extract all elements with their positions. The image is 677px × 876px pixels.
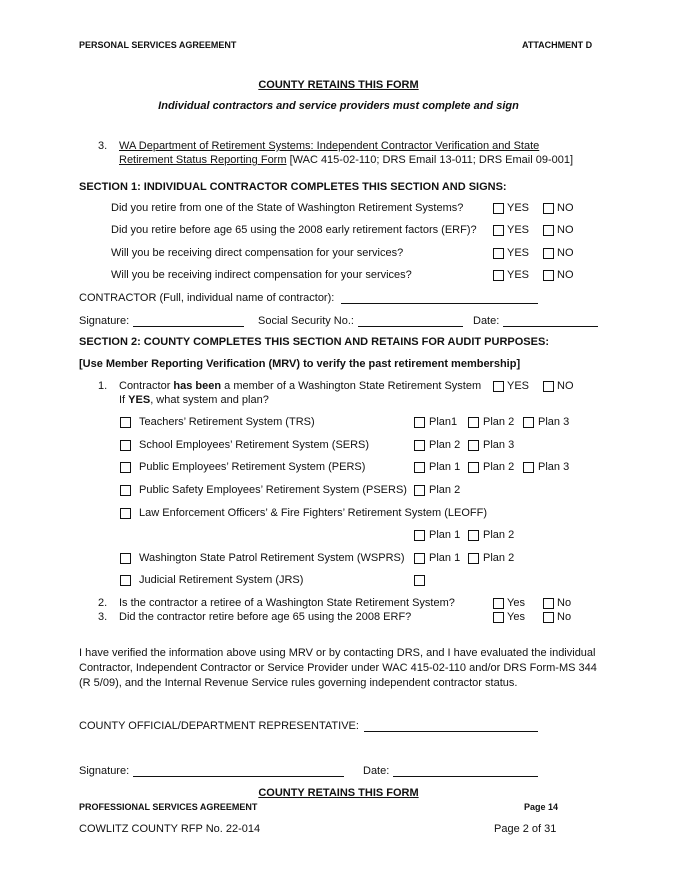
- drs-form-link-line2[interactable]: Retirement Status Reporting Form: [119, 154, 287, 166]
- official-date-field[interactable]: [393, 776, 538, 777]
- official-signature-field[interactable]: [133, 776, 344, 777]
- s1-q3-yes-checkbox[interactable]: [493, 248, 504, 259]
- jrs-plan-checkbox[interactable]: [414, 575, 425, 586]
- trs-plan2-label: Plan 2: [483, 416, 515, 428]
- footer-retain: COUNTY RETAINS THIS FORM: [258, 787, 419, 799]
- s1-q2-text: Did you retire before age 65 using the 2008 early retirement factors (ERF)?: [111, 224, 477, 236]
- psers-plan2-label: Plan 2: [429, 484, 461, 496]
- official-date-label: Date:: [363, 765, 390, 777]
- pers-plan1-checkbox[interactable]: [414, 462, 425, 473]
- item3-ref: [WAC 415-02-110; DRS Email 13-011; DRS Email 09-001]: [286, 154, 574, 166]
- s2-q2-no-label: No: [557, 597, 572, 609]
- jrs-checkbox[interactable]: [120, 575, 131, 586]
- s2-q1-text: Contractor has been a member of a Washington State Retirement System: [119, 380, 482, 392]
- s1-q3-no-label: NO: [557, 247, 574, 259]
- s1-q4-yes-checkbox[interactable]: [493, 270, 504, 281]
- form-subtitle: Individual contractors and service providers must complete and sign: [158, 100, 519, 112]
- verification-statement: I have verified the information above using MRV or by contacting DRS, and I have evaluated the individual Contractor, Independent Contractor or Service Provider under WAC 415-02-110 and/or DRS Form-MS 344 (R 5/09), and the Internal Revenue Service rules governing independent contractor status.: [79, 647, 597, 689]
- s1-q1-no-label: NO: [557, 202, 574, 214]
- leoff-plan2-checkbox[interactable]: [468, 530, 479, 541]
- mrv-note: [Use Member Reporting Verification (MRV) to verify the past retirement membership]: [79, 358, 521, 370]
- footer-page: Page 14: [524, 802, 559, 812]
- s1-q2-no-checkbox[interactable]: [543, 225, 554, 236]
- item3-line2: [119, 154, 573, 166]
- header-left: PERSONAL SERVICES AGREEMENT: [79, 40, 237, 50]
- s2-q3-no-label: No: [557, 611, 572, 623]
- s2-q3-number: 3.: [98, 611, 108, 623]
- wsprs-plan1-checkbox[interactable]: [414, 553, 425, 564]
- contractor-signature-label: Signature:: [79, 315, 130, 327]
- wsprs-plan2-label: Plan 2: [483, 552, 515, 564]
- leoff-plan1-label: Plan 1: [429, 529, 461, 541]
- s1-q4-no-checkbox[interactable]: [543, 270, 554, 281]
- official-name-field[interactable]: [364, 731, 538, 732]
- trs-plan3-label: Plan 3: [538, 416, 570, 428]
- s2-q1-followup: If YES, what system and plan?: [119, 394, 269, 406]
- sers-checkbox[interactable]: [120, 440, 131, 451]
- s1-q4-text: Will you be receiving indirect compensation for your services?: [111, 269, 412, 281]
- trs-plan3-checkbox[interactable]: [523, 417, 534, 428]
- ssn-label: Social Security No.:: [258, 315, 354, 327]
- leoff-label: Law Enforcement Officers’ & Fire Fighters’ Retirement System (LEOFF): [139, 507, 488, 519]
- wsprs-plan2-checkbox[interactable]: [468, 553, 479, 564]
- trs-plan1-checkbox[interactable]: [414, 417, 425, 428]
- s1-q1-yes-checkbox[interactable]: [493, 203, 504, 214]
- leoff-checkbox[interactable]: [120, 508, 131, 519]
- section2-heading: SECTION 2: COUNTY COMPLETES THIS SECTION AND RETAINS FOR AUDIT PURPOSES:: [79, 336, 549, 348]
- s1-q3-no-checkbox[interactable]: [543, 248, 554, 259]
- trs-plan1-label: Plan1: [429, 416, 458, 428]
- official-signature-label: Signature:: [79, 765, 130, 777]
- contractor-signature-field[interactable]: [133, 326, 244, 327]
- s1-q1-no-checkbox[interactable]: [543, 203, 554, 214]
- psers-checkbox[interactable]: [120, 485, 131, 496]
- sers-plan3-label: Plan 3: [483, 439, 515, 451]
- contractor-name-label: CONTRACTOR (Full, individual name of contractor):: [79, 292, 335, 304]
- leoff-plan2-label: Plan 2: [483, 529, 515, 541]
- pers-plan2-label: Plan 2: [483, 461, 515, 473]
- s2-q1-no-label: NO: [557, 380, 574, 392]
- s2-q3-no-checkbox[interactable]: [543, 612, 554, 623]
- s1-q4-no-label: NO: [557, 269, 574, 281]
- s2-q3-yes-label: Yes: [507, 611, 525, 623]
- s2-q3-text: Did the contractor retire before age 65 using the 2008 ERF?: [119, 611, 412, 623]
- s2-q1-yes-label: YES: [507, 380, 530, 392]
- s2-q2-yes-label: Yes: [507, 597, 525, 609]
- trs-label: Teachers’ Retirement System (TRS): [139, 416, 315, 428]
- s1-q1-text: Did you retire from one of the State of Washington Retirement Systems?: [111, 202, 464, 214]
- form-title: COUNTY RETAINS THIS FORM: [258, 79, 419, 91]
- contractor-date-label: Date:: [473, 315, 500, 327]
- s2-q2-yes-checkbox[interactable]: [493, 598, 504, 609]
- contractor-date-field[interactable]: [503, 326, 598, 327]
- section1-heading: SECTION 1: INDIVIDUAL CONTRACTOR COMPLETES THIS SECTION AND SIGNS:: [79, 181, 507, 193]
- footer-page-of: Page 2 of 31: [494, 823, 557, 835]
- wsprs-plan1-label: Plan 1: [429, 552, 461, 564]
- wsprs-checkbox[interactable]: [120, 553, 131, 564]
- pers-checkbox[interactable]: [120, 462, 131, 473]
- pers-label: Public Employees’ Retirement System (PERS): [139, 461, 366, 473]
- s1-q2-yes-checkbox[interactable]: [493, 225, 504, 236]
- trs-plan2-checkbox[interactable]: [468, 417, 479, 428]
- pers-plan3-label: Plan 3: [538, 461, 570, 473]
- item3-number: 3.: [98, 140, 108, 152]
- s2-q2-text: Is the contractor a retiree of a Washington State Retirement System?: [119, 597, 455, 609]
- s2-q2-no-checkbox[interactable]: [543, 598, 554, 609]
- jrs-label: Judicial Retirement System (JRS): [139, 574, 304, 586]
- contractor-name-field[interactable]: [341, 303, 538, 304]
- s1-q2-yes-label: YES: [507, 224, 530, 236]
- wsprs-label: Washington State Patrol Retirement System (WSPRS): [139, 552, 405, 564]
- pers-plan2-checkbox[interactable]: [468, 462, 479, 473]
- s1-q3-yes-label: YES: [507, 247, 530, 259]
- header-right: ATTACHMENT D: [522, 40, 593, 50]
- sers-plan2-checkbox[interactable]: [414, 440, 425, 451]
- s2-q3-yes-checkbox[interactable]: [493, 612, 504, 623]
- s2-q2-number: 2.: [98, 597, 108, 609]
- pers-plan3-checkbox[interactable]: [523, 462, 534, 473]
- leoff-plan1-checkbox[interactable]: [414, 530, 425, 541]
- s2-q1-yes-checkbox[interactable]: [493, 381, 504, 392]
- s2-q1-no-checkbox[interactable]: [543, 381, 554, 392]
- official-label: COUNTY OFFICIAL/DEPARTMENT REPRESENTATIVE:: [79, 720, 359, 732]
- s1-q3-text: Will you be receiving direct compensation for your services?: [111, 247, 404, 259]
- psers-plan2-checkbox[interactable]: [414, 485, 425, 496]
- s1-q1-yes-label: YES: [507, 202, 530, 214]
- sers-plan3-checkbox[interactable]: [468, 440, 479, 451]
- psers-label: Public Safety Employees’ Retirement System (PSERS): [139, 484, 407, 496]
- s1-q2-no-label: NO: [557, 224, 574, 236]
- sers-label: School Employees’ Retirement System (SERS): [139, 439, 370, 451]
- trs-checkbox[interactable]: [120, 417, 131, 428]
- s2-q1-number: 1.: [98, 380, 108, 392]
- sers-plan2-label: Plan 2: [429, 439, 461, 451]
- ssn-field[interactable]: [358, 326, 463, 327]
- pers-plan1-label: Plan 1: [429, 461, 461, 473]
- footer-agreement: PROFESSIONAL SERVICES AGREEMENT: [79, 802, 258, 812]
- s1-q4-yes-label: YES: [507, 269, 530, 281]
- footer-rfp: COWLITZ COUNTY RFP No. 22-014: [79, 823, 261, 835]
- drs-form-link-line1[interactable]: WA Department of Retirement Systems: Independent Contractor Verification and State: [119, 140, 540, 152]
